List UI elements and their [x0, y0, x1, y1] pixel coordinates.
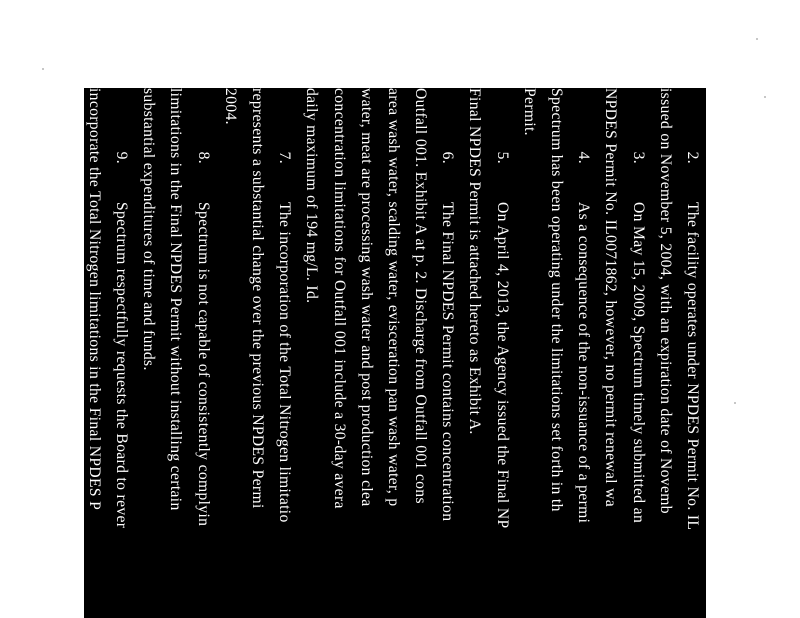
line-text: Spectrum is not capable of consistently complyin — [194, 202, 212, 527]
scan-speck — [734, 402, 736, 404]
line-text: The Final NPDES Permit contains concentration — [439, 202, 457, 522]
document-line — [570, 88, 597, 618]
paragraph-number: 7. — [276, 151, 294, 164]
document-line — [624, 88, 651, 618]
document-line — [325, 88, 352, 618]
paragraph-number: 5. — [493, 151, 511, 164]
line-text: Spectrum has been operating under the limitations set forth in th — [548, 88, 566, 512]
scan-speck — [42, 68, 44, 70]
line-text: issued on November 5, 2004, with an expiration date of Novemb — [656, 88, 674, 514]
paragraph-number: 6. — [439, 151, 457, 164]
line-text: concentration limitations for Outfall 001 include a 30-day avera — [330, 88, 348, 509]
line-text: limitations in the Final NPDES Permit without installing certain — [167, 88, 185, 511]
line-text: The facility operates under NPDES Permit No. IL — [684, 202, 701, 531]
line-text: incorporate the Total Nitrogen limitations in the Final NPDES P — [85, 88, 103, 511]
document-line — [108, 88, 135, 618]
document-line — [543, 88, 570, 618]
paragraph-number: 3. — [629, 151, 647, 164]
document-line — [461, 88, 488, 618]
line-text: Final NPDES Permit is attached hereto as Exhibit A. — [466, 88, 484, 435]
line-text: On May 15, 2009, Spectrum timely submitted an — [629, 202, 647, 524]
line-text: NPDES Permit No. IL0071862, however, no permit renewal wa — [602, 88, 620, 508]
document-line — [380, 88, 407, 618]
document-line — [353, 88, 380, 618]
rotated-document-text — [84, 88, 706, 618]
line-text: Permit. — [520, 88, 538, 136]
document-line — [271, 88, 298, 618]
line-text: As a consequence of the non-issuance of a permi — [575, 202, 593, 524]
document-line — [244, 88, 271, 618]
line-text: substantial expenditures of time and funds. — [140, 88, 158, 371]
line-text: 2004. — [221, 88, 239, 125]
document-line — [162, 88, 189, 618]
line-text: Spectrum respectfully requests the Board to rever — [113, 202, 131, 529]
paragraph-number: 4. — [575, 151, 593, 164]
line-text: The incorporation of the Total Nitrogen limitatio — [276, 202, 294, 523]
document-line — [652, 88, 679, 618]
document-line — [597, 88, 624, 618]
document-line — [679, 88, 706, 618]
document-line — [407, 88, 434, 618]
line-text: represents a substantial change over the previous NPDES Permi — [249, 88, 266, 509]
document-line — [84, 88, 108, 618]
paragraph-number: 8. — [194, 151, 212, 164]
scan-speck — [764, 96, 766, 98]
line-text: area wash water, scalding water, evisceration pan wash water, p — [384, 88, 402, 507]
document-line — [217, 88, 244, 618]
document-line — [434, 88, 461, 618]
scanned-page-panel — [84, 88, 706, 618]
scan-speck — [756, 38, 758, 40]
line-text: On April 4, 2013, the Agency issued the Final NP — [493, 202, 511, 529]
document-line — [489, 88, 516, 618]
paragraph-number: 2. — [684, 151, 701, 164]
line-text: water, meat are processing wash water and post production clea — [357, 88, 375, 507]
document-line — [189, 88, 216, 618]
document-line — [135, 88, 162, 618]
line-text: Outfall 001. Exhibit A at p. 2. Discharge from Outfall 001 cons — [412, 88, 430, 504]
line-text: daily maximum of 194 mg/L. Id. — [303, 88, 321, 304]
paragraph-number: 9. — [113, 151, 131, 164]
document-line — [516, 88, 543, 618]
document-line — [298, 88, 325, 618]
